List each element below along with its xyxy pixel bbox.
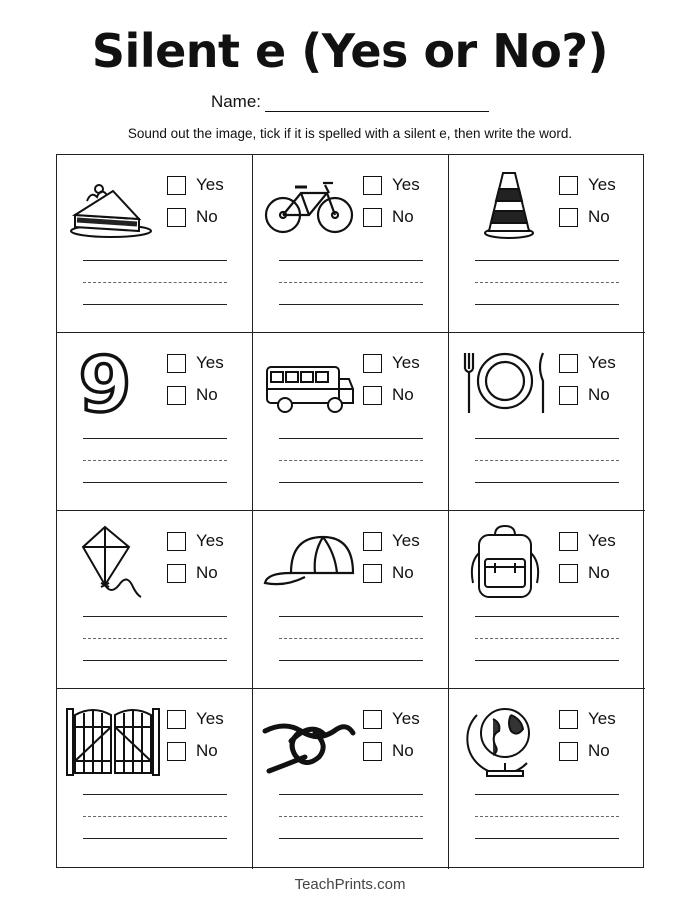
yes-label: Yes: [392, 353, 420, 372]
page-title: Silent e (Yes or No?): [91, 24, 609, 78]
no-checkbox[interactable]: [559, 386, 578, 405]
no-checkbox[interactable]: [167, 208, 186, 227]
no-option: [559, 741, 610, 761]
worksheet-card: [253, 333, 449, 511]
bus-icon: [261, 345, 357, 421]
writing-line-base: [83, 482, 227, 483]
no-label: No: [392, 563, 414, 582]
cone-icon: [457, 167, 553, 243]
writing-line-mid: [279, 638, 423, 639]
no-option: [167, 563, 218, 583]
no-label: No: [588, 207, 610, 226]
no-label: No: [196, 207, 218, 226]
no-checkbox[interactable]: [363, 208, 382, 227]
yes-checkbox[interactable]: [559, 532, 578, 551]
no-label: No: [588, 563, 610, 582]
writing-line-top[interactable]: [279, 616, 423, 617]
yes-checkbox[interactable]: [167, 532, 186, 551]
plate-icon: [457, 345, 553, 421]
no-label: No: [392, 741, 414, 760]
no-checkbox[interactable]: [167, 742, 186, 761]
writing-line-base: [475, 304, 619, 305]
yes-option: [167, 353, 224, 373]
yes-option: [363, 531, 420, 551]
instructions: Sound out the image, tick if it is spelled with a silent e, then write the word.: [127, 126, 573, 141]
writing-line-top[interactable]: [475, 616, 619, 617]
bike-icon: [261, 167, 357, 243]
writing-line-mid: [279, 282, 423, 283]
cake-icon: [65, 167, 161, 243]
writing-line-mid: [475, 282, 619, 283]
yes-option: [559, 175, 616, 195]
worksheet-card: [57, 689, 253, 869]
no-checkbox[interactable]: [363, 564, 382, 583]
writing-line-base: [83, 838, 227, 839]
writing-line-base: [279, 838, 423, 839]
writing-line-top[interactable]: [83, 438, 227, 439]
no-option: [363, 741, 414, 761]
no-label: No: [392, 385, 414, 404]
no-checkbox[interactable]: [559, 564, 578, 583]
no-label: No: [392, 207, 414, 226]
no-option: [167, 207, 218, 227]
worksheet-card: [253, 155, 449, 333]
writing-line-top[interactable]: [475, 438, 619, 439]
worksheet-card: [449, 689, 645, 869]
worksheet-card: [57, 155, 253, 333]
writing-line-mid: [279, 816, 423, 817]
writing-line-base: [279, 482, 423, 483]
yes-label: Yes: [196, 353, 224, 372]
yes-label: Yes: [196, 531, 224, 550]
yes-checkbox[interactable]: [559, 710, 578, 729]
no-option: [363, 385, 414, 405]
backpack-icon: [457, 523, 553, 599]
no-label: No: [196, 385, 218, 404]
yes-checkbox[interactable]: [363, 710, 382, 729]
yes-option: [559, 353, 616, 373]
yes-option: [167, 709, 224, 729]
yes-label: Yes: [588, 353, 616, 372]
writing-line-base: [475, 482, 619, 483]
no-option: [167, 385, 218, 405]
writing-line-top[interactable]: [279, 260, 423, 261]
no-checkbox[interactable]: [363, 742, 382, 761]
writing-line-top[interactable]: [475, 260, 619, 261]
no-label: No: [196, 563, 218, 582]
name-row: [0, 92, 700, 112]
no-label: No: [196, 741, 218, 760]
no-checkbox[interactable]: [559, 208, 578, 227]
kite-icon: [65, 523, 161, 599]
writing-line-mid: [83, 282, 227, 283]
worksheet-grid: [56, 154, 644, 868]
nine-icon: [65, 345, 161, 421]
yes-label: Yes: [588, 175, 616, 194]
writing-line-base: [83, 660, 227, 661]
globe-icon: [457, 701, 553, 777]
writing-line-mid: [279, 460, 423, 461]
worksheet-card: [449, 511, 645, 689]
no-checkbox[interactable]: [559, 742, 578, 761]
no-option: [363, 207, 414, 227]
name-label: Name:: [210, 92, 262, 111]
no-option: [167, 741, 218, 761]
writing-line-mid: [475, 638, 619, 639]
writing-line-base: [279, 660, 423, 661]
no-option: [559, 563, 610, 583]
yes-label: Yes: [392, 709, 420, 728]
worksheet-card: [449, 333, 645, 511]
no-option: [559, 207, 610, 227]
yes-checkbox[interactable]: [363, 176, 382, 195]
yes-option: [559, 531, 616, 551]
rope-icon: [261, 701, 357, 777]
no-option: [559, 385, 610, 405]
no-checkbox[interactable]: [167, 386, 186, 405]
yes-label: Yes: [588, 709, 616, 728]
yes-option: [559, 709, 616, 729]
yes-checkbox[interactable]: [167, 354, 186, 373]
writing-line-mid: [475, 460, 619, 461]
svg-text:9: 9: [78, 345, 132, 421]
no-checkbox[interactable]: [363, 386, 382, 405]
yes-checkbox[interactable]: [363, 532, 382, 551]
no-checkbox[interactable]: [167, 564, 186, 583]
writing-line-top[interactable]: [475, 794, 619, 795]
yes-checkbox[interactable]: [363, 354, 382, 373]
writing-line-base: [279, 304, 423, 305]
worksheet-card: [253, 689, 449, 869]
yes-checkbox[interactable]: [559, 176, 578, 195]
writing-line-base: [475, 838, 619, 839]
worksheet-card: [449, 155, 645, 333]
yes-option: [167, 175, 224, 195]
writing-line-mid: [83, 816, 227, 817]
writing-line-top[interactable]: [83, 260, 227, 261]
writing-line-mid: [475, 816, 619, 817]
yes-option: [363, 175, 420, 195]
writing-line-mid: [83, 638, 227, 639]
footer-brand: TeachPrints.com: [294, 876, 406, 893]
yes-option: [363, 353, 420, 373]
gate-icon: [65, 701, 161, 777]
writing-line-mid: [83, 460, 227, 461]
yes-checkbox[interactable]: [167, 176, 186, 195]
name-field[interactable]: [265, 93, 489, 112]
worksheet-card: [57, 333, 253, 511]
yes-checkbox[interactable]: [559, 354, 578, 373]
yes-label: Yes: [196, 709, 224, 728]
writing-line-base: [475, 660, 619, 661]
cap-icon: [261, 523, 357, 599]
yes-label: Yes: [196, 175, 224, 194]
writing-line-base: [83, 304, 227, 305]
yes-option: [363, 709, 420, 729]
yes-checkbox[interactable]: [167, 710, 186, 729]
writing-line-top[interactable]: [83, 616, 227, 617]
yes-label: Yes: [392, 175, 420, 194]
worksheet-card: [253, 511, 449, 689]
yes-label: Yes: [588, 531, 616, 550]
no-option: [363, 563, 414, 583]
yes-option: [167, 531, 224, 551]
no-label: No: [588, 741, 610, 760]
yes-label: Yes: [392, 531, 420, 550]
no-label: No: [588, 385, 610, 404]
worksheet-card: [57, 511, 253, 689]
writing-line-top[interactable]: [83, 794, 227, 795]
writing-line-top[interactable]: [279, 794, 423, 795]
writing-line-top[interactable]: [279, 438, 423, 439]
